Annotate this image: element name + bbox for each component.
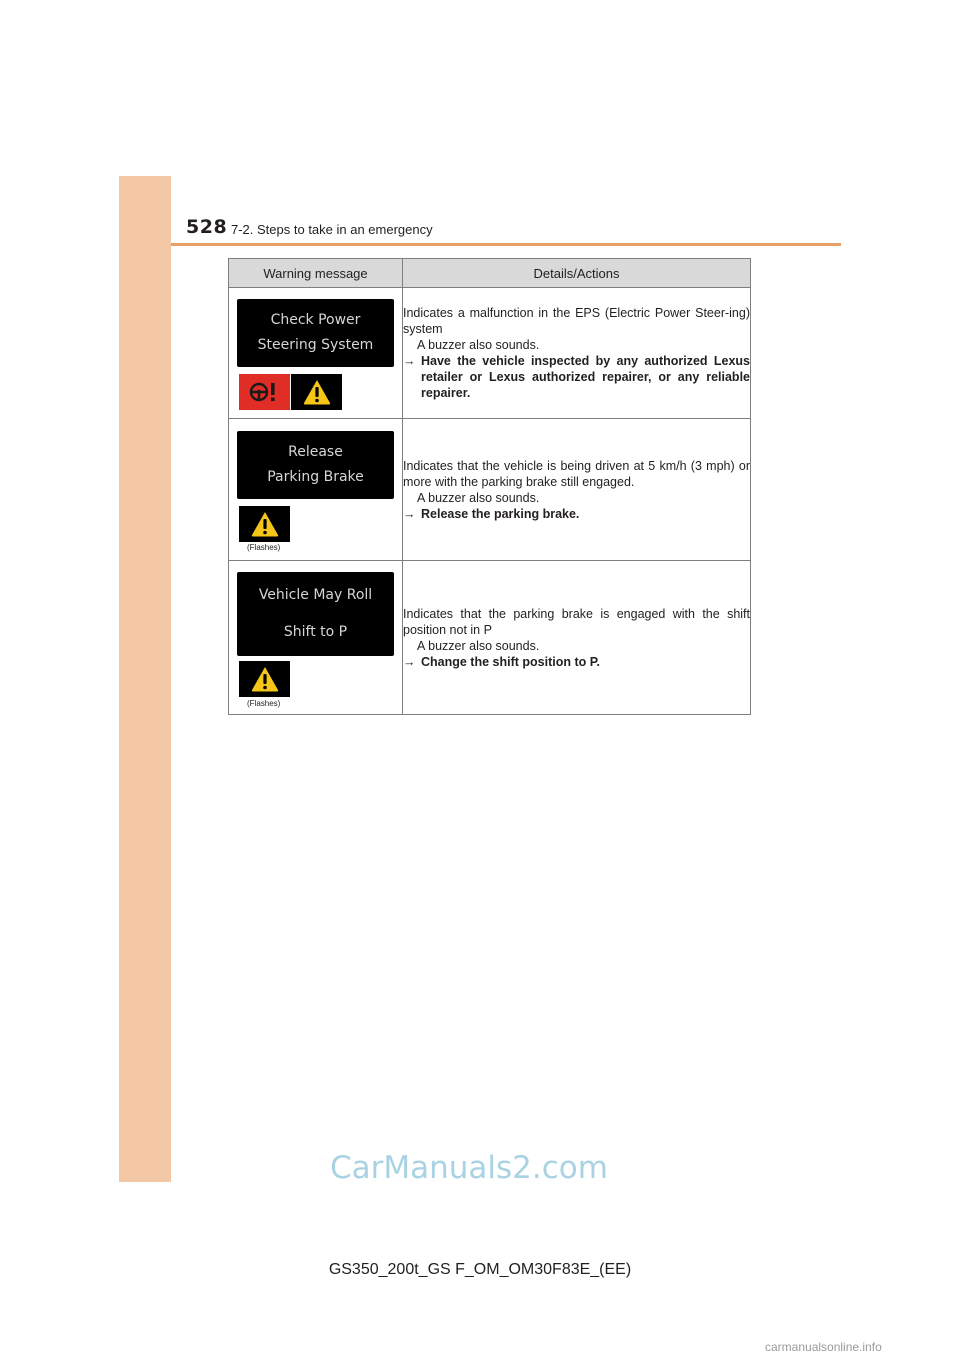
page-number: 528 — [186, 216, 228, 238]
table-row — [229, 561, 751, 715]
section-title: 7-2. Steps to take in an emergency — [231, 222, 433, 237]
flashes-label: (Flashes) — [247, 543, 281, 552]
action-text: Have the vehicle inspected by any authorized Lexus retailer or Lexus authorized repairer, or any reliable repairer. — [421, 354, 750, 400]
multi-info-display — [237, 299, 394, 367]
arrow-icon: → — [403, 654, 416, 669]
table-row — [229, 288, 751, 419]
header-divider — [171, 243, 841, 246]
column-header-warning-message: Warning message — [229, 259, 403, 288]
caution-triangle-icon — [239, 506, 290, 542]
warning-image-cell — [229, 561, 403, 715]
arrow-icon: → — [403, 354, 416, 368]
table-row — [229, 419, 751, 561]
action-text: Change the shift position to P. — [421, 654, 600, 669]
document-code: GS350_200t_GS F_OM_OM30F83E_(EE) — [328, 1261, 632, 1278]
warning-message-table — [228, 258, 751, 715]
display-line: Release — [288, 444, 343, 460]
display-line: Steering System — [257, 337, 374, 353]
details-cell — [403, 419, 751, 561]
warning-description: Indicates a malfunction in the EPS (Electric Power Steer-ing) system — [403, 306, 750, 336]
recommended-action — [403, 654, 750, 670]
recommended-action — [403, 506, 750, 522]
buzzer-note: A buzzer also sounds. — [417, 490, 540, 505]
warning-image-cell — [229, 288, 403, 419]
display-line: Shift to P — [283, 623, 348, 640]
warning-description: Indicates that the parking brake is engaged with the shift position not in P — [403, 606, 750, 637]
details-cell — [403, 288, 751, 419]
steering-warning-icon — [239, 374, 290, 410]
display-line: Vehicle May Roll — [258, 587, 373, 604]
flashes-label: (Flashes) — [247, 699, 281, 708]
action-text: Release the parking brake. — [421, 506, 580, 521]
recommended-action — [403, 353, 750, 401]
watermark-carmanuals2: CarManuals2.com — [330, 1150, 608, 1186]
buzzer-note: A buzzer also sounds. — [417, 638, 540, 653]
table-header-row — [229, 259, 751, 288]
caution-triangle-icon — [239, 661, 290, 697]
caution-triangle-icon — [291, 374, 342, 410]
display-line: Parking Brake — [267, 469, 364, 485]
arrow-icon: → — [403, 506, 416, 521]
watermark-carmanualsonline: carmanualsonline.info — [765, 1340, 882, 1354]
multi-info-display — [237, 572, 394, 656]
display-line: Check Power — [270, 312, 361, 328]
column-header-details-actions: Details/Actions — [403, 259, 751, 288]
warning-image-cell — [229, 419, 403, 561]
buzzer-note: A buzzer also sounds. — [417, 338, 540, 352]
details-cell — [403, 561, 751, 715]
multi-info-display — [237, 431, 394, 499]
warning-description: Indicates that the vehicle is being driven at 5 km/h (3 mph) or more with the parking brake still engaged. — [403, 458, 750, 489]
side-margin-band — [119, 176, 171, 1182]
